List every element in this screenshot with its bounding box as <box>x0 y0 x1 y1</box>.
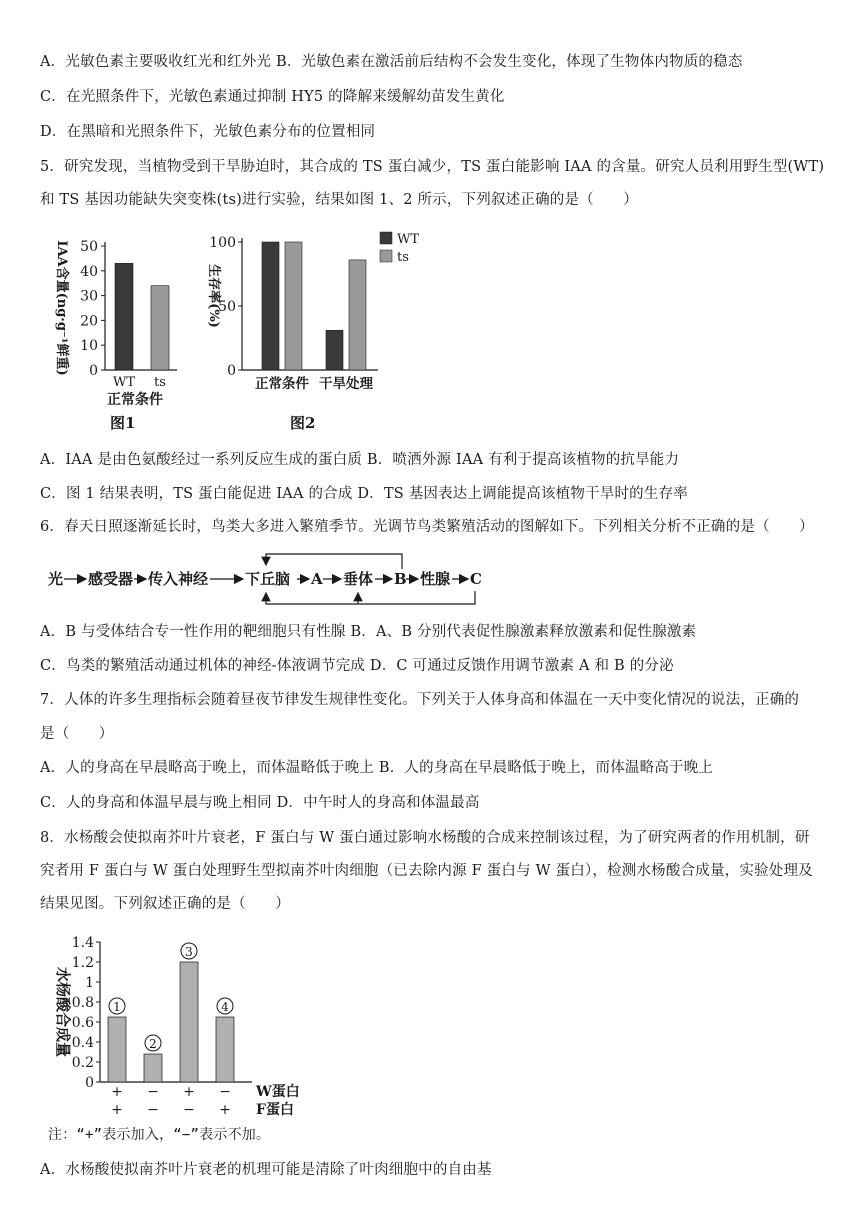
treatment-mark: + <box>219 1102 231 1118</box>
figure-3-note: 注：“+”表示加入，“−”表示不加。 <box>48 1127 271 1143</box>
y-tick-label: 0 <box>227 363 236 379</box>
q5-stem-line1: 5．研究发现，当植物受到干旱胁迫时，其合成的 TS 蛋白减少，TS 蛋白能影响 IAA 的含量。研究人员利用野生型(WT) <box>40 159 825 175</box>
bar-4 <box>216 1017 234 1082</box>
q5-option-a-b: A．IAA 是由色氨酸经过一系列反应生成的蛋白质 B．喷洒外源 IAA 有利于提高该植物的抗旱能力 <box>40 452 680 468</box>
legend-swatch-ts <box>380 250 392 262</box>
bar-ts <box>151 286 169 370</box>
q7-option-c-d: C．人的身高和体温早晨与晚上相同 D．中午时人的身高和体温最高 <box>40 795 480 811</box>
q5-option-c-d: C．图 1 结果表明，TS 蛋白能促进 IAA 的合成 D．TS 基因表达上调能提高该植物干旱时的生存率 <box>40 486 688 502</box>
bar-1 <box>108 1017 126 1082</box>
flow-node-2: 传入神经 <box>148 570 209 588</box>
treatment-mark: − <box>183 1102 195 1118</box>
bar-WT-0 <box>262 242 279 370</box>
y-tick-label: 0.2 <box>71 1055 94 1071</box>
q5-stem-line2: 和 TS 基因功能缺失突变株(ts)进行实验，结果如图 1、2 所示，下列叙述正确的是（ ） <box>40 192 638 208</box>
q4-option-c: C．在光照条件下，光敏色素通过抑制 HY5 的降解来缓解幼苗发生黄化 <box>40 89 505 105</box>
bar-number: 1 <box>113 1000 121 1014</box>
q7-option-a-b: A．人的身高在早晨略高于晚上，而体温略低于晚上 B．人的身高在早晨略低于晚上，而体温略高于晚上 <box>40 760 714 776</box>
salicylic-acid-chart <box>40 925 360 1125</box>
q8-stem-line1: 8．水杨酸会使拟南芥叶片衰老，F 蛋白与 W 蛋白通过影响水杨酸的合成来控制该过程，为了研究两者的作用机制，研 <box>40 830 810 846</box>
bar-number: 4 <box>221 1000 229 1014</box>
y-tick-label: 20 <box>80 313 98 330</box>
bar-2 <box>144 1054 162 1082</box>
q6-option-a-b: A．B 与受体结合专一性作用的靶细胞只有性腺 B．A、B 分别代表促性腺激素释放激素和促性腺激素 <box>40 624 697 640</box>
x-tick-label: WT <box>112 375 136 390</box>
y-tick-label: 50 <box>218 299 236 315</box>
q8-stem-line2: 究者用 F 蛋白与 W 蛋白处理野生型拟南芥叶肉细胞（已去除内源 F 蛋白与 W 蛋白），检测水杨酸合成量，实验处理及 <box>40 863 813 879</box>
q4-option-a-b: A．光敏色素主要吸收红光和红外光 B．光敏色素在激活前后结构不会发生变化，体现了生物体内物质的稳态 <box>40 54 743 70</box>
figure-1-chart <box>40 222 200 442</box>
y-tick-label: 40 <box>80 263 98 280</box>
flow-node-7: 性腺 <box>420 570 451 588</box>
treatment-mark: − <box>219 1084 231 1100</box>
bar-3 <box>180 962 198 1082</box>
feedback-arrow-top <box>266 554 402 569</box>
y-tick-label: 0 <box>89 363 98 379</box>
flow-node-6: B <box>394 570 407 588</box>
treatment-row-label: W蛋白 <box>256 1084 300 1100</box>
bar-number: 2 <box>149 1037 157 1051</box>
bar-ts-0 <box>285 242 302 370</box>
figure-1-caption: 图1 <box>110 414 136 432</box>
flow-node-5: 垂体 <box>343 570 374 588</box>
q7-stem-line1: 7．人体的许多生理指标会随着昼夜节律发生规律性变化。下列关于人体身高和体温在一天中变化情况的说法，正确的 <box>40 692 800 708</box>
flow-node-0: 光 <box>48 570 64 588</box>
treatment-mark: + <box>183 1084 195 1100</box>
flow-node-1: 感受器 <box>88 570 134 588</box>
feedback-arrow-bottom <box>266 591 475 604</box>
y-tick-label: 30 <box>80 288 98 305</box>
bar-WT <box>115 263 133 370</box>
y-tick-label: 1 <box>85 975 94 991</box>
figure-2-caption: 图2 <box>290 414 316 432</box>
q6-option-c-d: C．鸟类的繁殖活动通过机体的神经-体液调节完成 D．C 可通过反馈作用调节激素 A 和 B 的分泌 <box>40 658 674 674</box>
y-tick-label: 100 <box>209 235 236 251</box>
y-tick-label: 1.2 <box>71 955 94 971</box>
treatment-mark: + <box>111 1084 123 1100</box>
legend-label-WT: WT <box>397 232 420 247</box>
y-tick-label: 50 <box>80 239 98 255</box>
flow-node-8: C <box>470 570 482 588</box>
q4-option-d: D．在黑暗和光照条件下，光敏色素分布的位置相同 <box>40 124 376 140</box>
figure-2-chart <box>200 222 440 442</box>
x-tick-label: ts <box>154 375 166 390</box>
bar-ts-1 <box>349 260 366 370</box>
y-axis-label: IAA含量(ng·g⁻¹鲜重) <box>54 240 69 376</box>
flow-node-4: A <box>311 570 323 588</box>
q8-stem-line3: 结果见图。下列叙述正确的是（ ） <box>40 896 290 912</box>
bar-number: 3 <box>185 945 193 959</box>
legend-label-ts: ts <box>397 250 409 265</box>
y-tick-label: 0 <box>85 1075 94 1091</box>
y-tick-label: 0.8 <box>71 995 94 1011</box>
q6-stem: 6．春天日照逐渐延长时，鸟类大多进入繁殖季节。光调节鸟类繁殖活动的图解如下。下列相关分析不正确的是（ ） <box>40 519 814 535</box>
y-axis-label: 生存率(%) <box>206 264 221 328</box>
treatment-mark: − <box>147 1084 159 1100</box>
flow-node-3: 下丘脑 <box>245 570 291 588</box>
x-axis-label: 正常条件 <box>107 392 163 408</box>
treatment-mark: + <box>111 1102 123 1118</box>
y-axis-label: 水杨酸合成量 <box>54 966 72 1058</box>
treatment-mark: − <box>147 1102 159 1118</box>
treatment-row-label: F蛋白 <box>256 1102 294 1118</box>
regulation-flow-diagram <box>40 548 500 608</box>
legend-swatch-WT <box>380 232 392 244</box>
y-tick-label: 0.6 <box>71 1015 94 1031</box>
q7-stem-line2: 是（ ） <box>40 726 114 742</box>
bar-WT-1 <box>326 330 343 370</box>
y-tick-label: 10 <box>80 338 98 355</box>
x-tick-label: 正常条件 <box>255 376 309 392</box>
q8-option-a: A．水杨酸使拟南芥叶片衰老的机理可能是清除了叶肉细胞中的自由基 <box>40 1162 492 1178</box>
y-tick-label: 0.4 <box>71 1035 94 1051</box>
x-tick-label: 干旱处理 <box>319 376 373 392</box>
y-tick-label: 1.4 <box>71 935 94 951</box>
